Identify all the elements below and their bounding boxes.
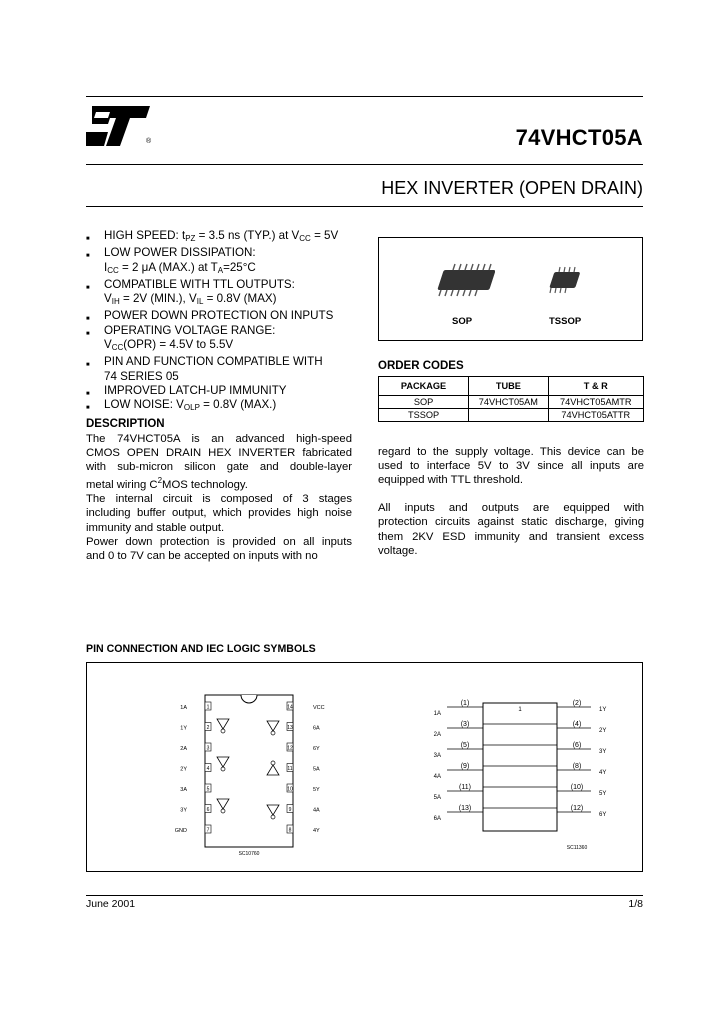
feature-line: HIGH SPEED: $t_{PZ} = 3.5$ ns (TYP.) at $V_{CC} = 5V$: [104, 229, 339, 243]
pin-number-left: 4: [206, 766, 210, 772]
feature-line: $V_{IH} = 2V$ (MIN.), $V_{IL} = 0.8V$ (MAX): [104, 292, 277, 307]
logic-output-name: 5Y: [599, 791, 607, 797]
table-row: [379, 409, 644, 422]
pin-label-left: 3Y: [180, 807, 187, 814]
feature-line: OPERATING VOLTAGE RANGE:: [104, 323, 276, 337]
pin-number-left: 6: [206, 807, 210, 813]
bullet-icon: ■: [86, 390, 90, 397]
pin-number-right: 9: [288, 807, 292, 813]
inverter-gate-icon: [217, 799, 229, 813]
logic-output-number: (2): [572, 700, 582, 707]
logic-output-name: 6Y: [599, 812, 607, 818]
pin-label-left: 2Y: [180, 766, 187, 773]
feature-item: [86, 355, 358, 384]
pin-label-right: 5Y: [313, 787, 320, 793]
pin-label-left: 2A: [180, 746, 187, 752]
inverter-gate-icon: [267, 761, 279, 775]
feature-item: [86, 229, 358, 246]
feature-line: COMPATIBLE WITH TTL OUTPUTS:: [104, 277, 295, 291]
text-line: equipped with TTL threshold.: [378, 474, 524, 487]
tssop-label: TSSOP: [549, 316, 582, 327]
pin-label-right: VCC: [313, 705, 325, 711]
part-number: 74VHCT05A: [515, 125, 643, 150]
logic-output-number: (8): [572, 763, 582, 770]
logic-input-number: (3): [460, 721, 470, 728]
top-rule: [86, 96, 643, 97]
pin-label-left: 3A: [180, 787, 187, 793]
col-tube: TUBE: [469, 377, 549, 396]
inverter-gate-icon: [267, 721, 279, 735]
pin-number-left: 3: [206, 745, 210, 752]
logic-input-name: 4A: [433, 774, 441, 780]
bullet-icon: ■: [86, 316, 90, 323]
pin-number-right: 13: [287, 725, 293, 731]
logic-input-number: (9): [460, 763, 470, 770]
logic-input-name: 3A: [433, 753, 441, 759]
pin-label-left: GND: [174, 828, 187, 834]
logic-input-number: (1): [460, 700, 470, 707]
pin-label-right: 6A: [313, 725, 320, 732]
pin-number-right: 10: [287, 786, 293, 793]
text-line: with sub-micron silicon gate and double-layer: [86, 461, 352, 474]
ic-body: [205, 695, 293, 847]
logic-input-number: (5): [460, 742, 470, 749]
feature-line: IMPROVED LATCH-UP IMMUNITY: [104, 383, 287, 397]
table-cell: 74VHCT05AMTR: [548, 396, 643, 409]
feature-item: [86, 384, 358, 398]
table-cell: TSSOP: [379, 409, 469, 422]
inverter-gate-icon: [267, 805, 279, 819]
inverter-gate-icon: [217, 757, 229, 771]
text-line: Power down protection is provided on all inputs: [86, 535, 352, 548]
subtitle-rule: [86, 206, 643, 207]
table-cell: 74VHCT05AM: [469, 396, 549, 409]
logic-box: [483, 703, 557, 831]
description-right-column: [378, 445, 644, 558]
feature-line: LOW POWER DISSIPATION:: [104, 246, 256, 260]
col-package: PACKAGE: [379, 377, 469, 396]
logic-output-number: (12): [570, 805, 584, 812]
logic-output-number: (10): [570, 784, 584, 791]
pin-number-left: 2: [206, 725, 210, 731]
iec-logic-symbol: [427, 693, 617, 853]
pin-label-left: 1A: [180, 705, 187, 711]
text-line: CMOS OPEN DRAIN HEX INVERTER fabricated: [86, 447, 352, 460]
logic-output-number: (6): [572, 742, 582, 749]
sop-label: SOP: [452, 316, 473, 327]
text-line: All inputs and outputs are equipped with: [378, 502, 644, 515]
feature-line: 74 SERIES 05: [104, 369, 179, 383]
logic-input-name: 5A: [433, 795, 441, 801]
inverter-gate-icon: [217, 719, 229, 733]
table-cell: 74VHCT05ATTR: [548, 409, 643, 422]
order-codes-title: ORDER CODES: [378, 360, 464, 372]
pin-caption: SC10760: [238, 851, 260, 857]
col-tr: T & R: [548, 377, 643, 396]
footer-rule: [86, 895, 643, 896]
pin-section-title: PIN CONNECTION AND IEC LOGIC SYMBOLS: [86, 643, 316, 655]
sop-package-icon: [433, 260, 495, 302]
feature-line: $I_{CC} = 2$ μA (MAX.) at $T_A=25^\circ C$: [104, 260, 256, 275]
logic-input-name: 6A: [433, 816, 441, 822]
bullet-icon: ■: [86, 253, 90, 260]
feature-item: [86, 324, 358, 356]
pin-number-right: 11: [287, 766, 293, 772]
text-line: including buffer output, which provides high noise: [86, 507, 352, 520]
registered-mark: ®: [146, 138, 152, 145]
feature-line: POWER DOWN PROTECTION ON INPUTS: [104, 309, 334, 323]
bullet-icon: ■: [86, 236, 90, 242]
text-line: them 2KV ESD immunity and transient excess: [378, 530, 644, 543]
logic-caption: SC11360: [566, 845, 588, 851]
page-number: 1/8: [628, 898, 643, 910]
logic-input-name: 2A: [433, 732, 441, 738]
feature-item: [86, 309, 358, 323]
bullet-icon: ■: [86, 405, 90, 412]
text-line: and 0 to 7V can be accepted on inputs with no: [86, 549, 318, 562]
pin-number-right: 12: [287, 745, 293, 752]
pin-label-left: 1Y: [180, 725, 187, 732]
feature-list: [86, 229, 358, 416]
logic-input-number: (13): [458, 805, 472, 812]
logic-box-label: 1: [518, 707, 522, 713]
pin-number-left: 5: [206, 786, 210, 793]
pin-label-right: 5A: [313, 766, 320, 773]
footer-date: June 2001: [86, 898, 136, 910]
logic-output-name: 4Y: [599, 770, 607, 776]
ic-notch: [241, 695, 257, 703]
text-line: used to interface 5V to 3V since all inputs are: [378, 460, 644, 473]
logic-output-number: (4): [572, 721, 582, 728]
text-line: regard to the supply voltage. This device can be: [378, 446, 644, 458]
bullet-icon: ■: [86, 330, 90, 337]
text-line: metal wiring $C^2MOS$ technology.: [86, 476, 248, 492]
pin-label-right: 4A: [313, 807, 320, 814]
feature-item: [86, 398, 358, 415]
feature-item: [86, 246, 358, 278]
text-line: [378, 487, 644, 501]
logic-input-number: (11): [459, 784, 471, 791]
pin-label-right: 4Y: [313, 828, 320, 834]
feature-line: LOW NOISE: $V_{OLP} = 0.8V$ (MAX.): [104, 398, 277, 413]
pin-number-right: 14: [287, 704, 293, 711]
text-line: voltage.: [378, 544, 418, 557]
text-line: The internal circuit is composed of 3 stages: [86, 493, 352, 506]
text-line: protection circuits against static discharge, giving: [378, 516, 644, 529]
feature-line: $V_{CC}(OPR) = 4.5V$ to 5.5V: [104, 338, 234, 353]
table-cell: SOP: [379, 396, 469, 409]
description-title: DESCRIPTION: [86, 418, 165, 430]
feature-line: PIN AND FUNCTION COMPATIBLE WITH: [104, 355, 323, 369]
table-cell: [469, 409, 549, 422]
logic-output-name: 2Y: [599, 728, 607, 734]
pin-connection-diagram: [171, 691, 331, 857]
text-line: The 74VHCT05A is an advanced high-speed: [86, 433, 352, 445]
st-logo-icon: [86, 104, 150, 148]
tssop-package-icon: [543, 264, 583, 298]
table-row: [379, 396, 644, 409]
pin-number-left: 1: [206, 704, 210, 711]
logic-output-name: 3Y: [599, 749, 607, 755]
pin-number-right: 8: [288, 827, 292, 834]
pin-diagram-box: [86, 662, 643, 872]
pin-label-right: 6Y: [313, 746, 320, 752]
subtitle: HEX INVERTER (OPEN DRAIN): [381, 178, 643, 198]
description-left-column: [86, 432, 352, 563]
bullet-icon: ■: [86, 362, 90, 369]
feature-item: [86, 278, 358, 310]
title-rule: [86, 164, 643, 165]
text-line: immunity and stable output.: [86, 521, 225, 534]
logic-output-name: 1Y: [599, 707, 607, 713]
package-image-box: [378, 237, 643, 341]
pin-number-left: 7: [206, 827, 210, 834]
logic-input-name: 1A: [433, 711, 441, 717]
bullet-icon: ■: [86, 284, 90, 291]
order-codes-table: [378, 376, 644, 422]
